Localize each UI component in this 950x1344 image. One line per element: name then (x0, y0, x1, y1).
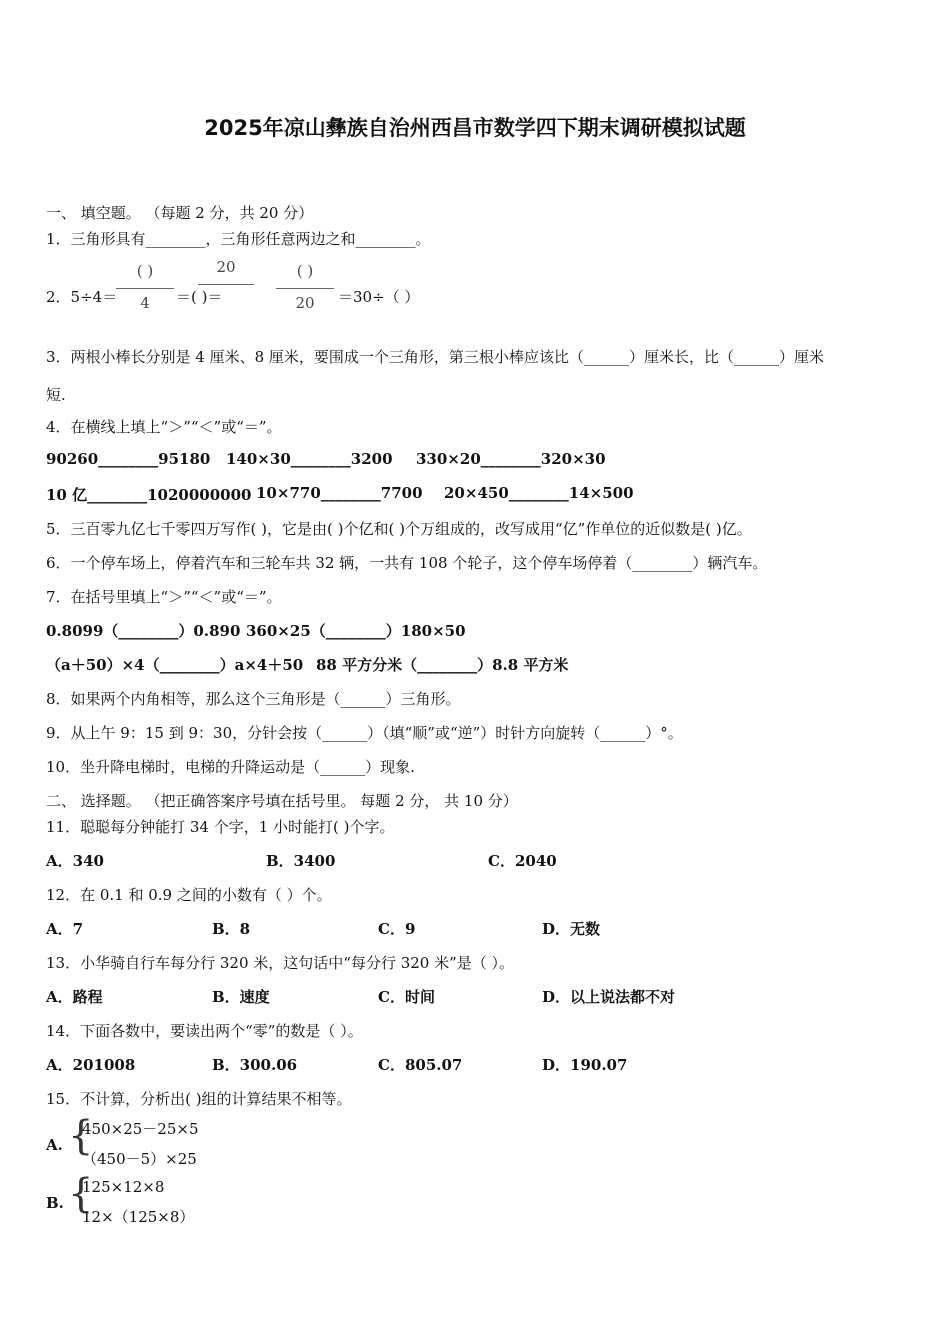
q4-row1-item3: 330×20________320×30 (416, 450, 606, 468)
q2-f3-denominator: 20 (295, 294, 315, 312)
q7-row2-item1: （a＋50）×4（________）a×4＋50 (46, 656, 304, 674)
q2-fraction-2 (198, 258, 254, 310)
q11-option-a[interactable]: A．340 (46, 852, 104, 870)
q15-b-line1: 125×12×8 (82, 1178, 165, 1196)
q4-row1-item1: 90260________95180 (46, 450, 211, 468)
q2-f3-numerator: ( ) (296, 262, 314, 280)
q2-fraction-1 (116, 262, 174, 314)
question-15: 15．不计算，分析出( )组的计算结果不相等。 (46, 1090, 352, 1108)
q15-a-line1: 450×25－25×5 (82, 1120, 199, 1138)
question-12: 12．在 0.1 和 0.9 之间的小数有（ ）个。 (46, 886, 332, 904)
q2-suffix: ＝30÷（ ） (338, 288, 420, 306)
question-8: 8．如果两个内角相等，那么这个三角形是（______）三角形。 (46, 690, 461, 708)
question-6: 6．一个停车场上，停着汽车和三轮车共 32 辆，一共有 108 个轮子，这个停车场停着（________）辆汽车。 (46, 554, 768, 572)
question-9: 9．从上午 9：15 到 9：30，分针会按（______）（填“顺”或“逆”）时针方向旋转（______）°。 (46, 724, 683, 742)
q13-option-b[interactable]: B．速度 (212, 988, 270, 1006)
question-7: 7．在括号里填上“＞”“＜”或“＝”。 (46, 588, 282, 606)
q13-option-d[interactable]: D．以上说法都不对 (542, 988, 676, 1006)
q2-fraction-3 (276, 262, 334, 314)
question-3: 3．两根小棒长分别是 4 厘米、8 厘米，要围成一个三角形，第三根小棒应该比（______）厘米长，比（______）厘米 (46, 348, 824, 366)
question-11: 11．聪聪每分钟能打 34 个字，1 小时能打( )个字。 (46, 818, 395, 836)
q11-option-c[interactable]: C．2040 (488, 852, 557, 870)
brace-icon: { (68, 1171, 94, 1217)
q2-f1-denominator: 4 (140, 294, 150, 312)
q14-option-c[interactable]: C．805.07 (378, 1056, 463, 1074)
question-10: 10．坐升降电梯时，电梯的升降运动是（______）现象. (46, 758, 415, 776)
q15-b-label: B. (46, 1194, 64, 1212)
brace-icon: { (68, 1113, 94, 1159)
q14-option-a[interactable]: A．201008 (46, 1056, 136, 1074)
question-5: 5．三百零九亿七千零四万写作( )，它是由( )个亿和( )个万组成的，改写成用“亿”作单位的近似数是( )亿。 (46, 520, 752, 538)
q4-row2-item3: 20×450________14×500 (444, 484, 634, 502)
q2-f1-numerator: ( ) (136, 262, 154, 280)
question-4: 4．在横线上填上“＞”“＜”或“＝”。 (46, 418, 282, 436)
question-3-cont: 短. (46, 386, 66, 404)
q13-option-c[interactable]: C．时间 (378, 988, 435, 1006)
q12-option-b[interactable]: B．8 (212, 920, 251, 938)
question-1: 1．三角形具有________，三角形任意两边之和________。 (46, 230, 431, 248)
page-title: 2025年凉山彝族自治州西昌市数学四下期末调研模拟试题 (204, 116, 746, 140)
q14-option-d[interactable]: D．190.07 (542, 1056, 628, 1074)
q2-equals-1: ＝( )＝ (176, 288, 223, 306)
q7-row2-item2: 88 平方分米（________）8.8 平方米 (316, 656, 569, 674)
q2-f2-numerator: 20 (216, 258, 236, 276)
q7-row1-item1: 0.8099（________）0.890 (46, 622, 241, 640)
q14-option-b[interactable]: B．300.06 (212, 1056, 298, 1074)
q11-option-b[interactable]: B．3400 (266, 852, 336, 870)
q15-b-line2: 12×（125×8） (82, 1208, 195, 1226)
q12-option-c[interactable]: C．9 (378, 920, 416, 938)
q2-prefix: 2．5÷4＝ (46, 288, 118, 306)
question-14: 14．下面各数中，要读出两个“零”的数是（ ）。 (46, 1022, 363, 1040)
section1-header: 一、 填空题。 （每题 2 分，共 20 分） (46, 204, 314, 222)
q13-option-a[interactable]: A．路程 (46, 988, 103, 1006)
q15-a-line2: （450－5）×25 (82, 1150, 197, 1168)
q12-option-a[interactable]: A．7 (46, 920, 84, 938)
q7-row1-item2: 360×25（________）180×50 (246, 622, 466, 640)
q15-a-label: A. (46, 1136, 63, 1154)
q4-row2-item2: 10×770________7700 (256, 484, 423, 502)
section2-header: 二、 选择题。 （把正确答案序号填在括号里。 每题 2 分， 共 10 分） (46, 792, 518, 810)
q12-option-d[interactable]: D．无数 (542, 920, 601, 938)
q4-row1-item2: 140×30________3200 (226, 450, 393, 468)
q4-row2-item1: 10 亿________1020000000 (46, 486, 252, 504)
question-13: 13．小华骑自行车每分行 320 米，这句话中“每分行 320 米”是（ ）。 (46, 954, 515, 972)
